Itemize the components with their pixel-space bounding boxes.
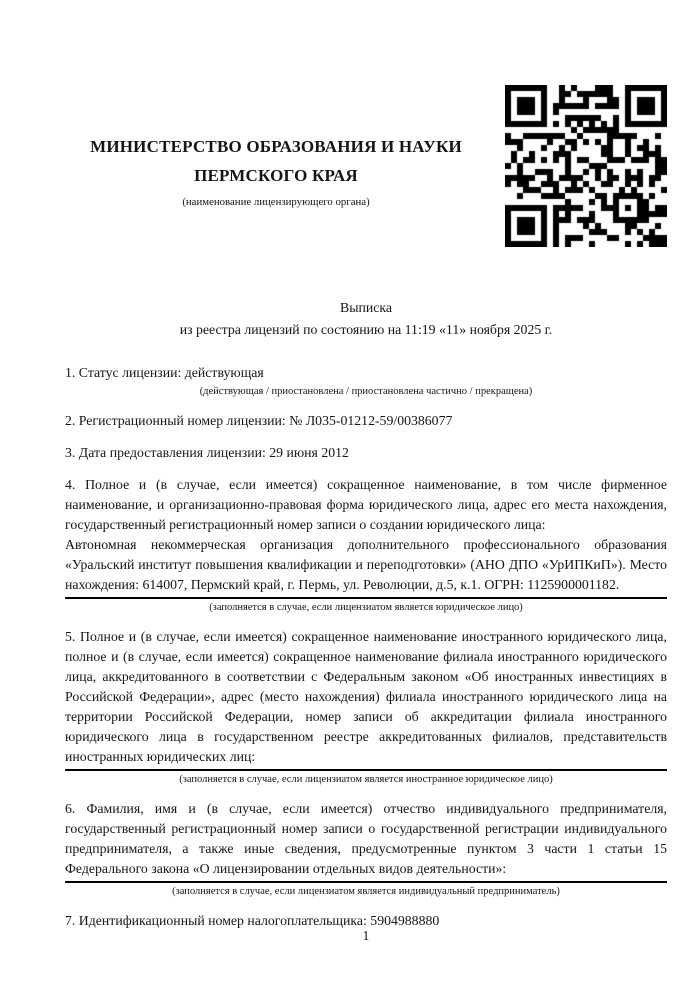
license-date-text: 3. Дата предоставления лицензии: 29 июня 2012 [65,445,349,460]
legal-entity-caption: (заполняется в случае, если лицензиатом является юридическое лицо) [209,602,523,613]
page-number: 1 [362,928,370,943]
entrepreneur-question: 6. Фамилия, имя и (в случае, если имеется) отчество индивидуального предпринимателя, государственный регистрационный номер записи о государственной регистрации индивидуального предпринимателя, а также иные сведения, предусмотренные пунктом 3 части 1 статьи 15 Федерального закона «О лицензировании отдельных видов деятельности»: [65,801,667,876]
legal-entity-question: 4. Полное и (в случае, если имеется) сокращенное наименование, в том числе фирменное наименование, и организационно-правовая форма юридического лица, адрес его места нахождения, государственный регистрационный номер записи о создании юридического лица: [65,477,667,532]
item-individual-entrepreneur [65,799,667,899]
item-legal-entity [65,475,667,615]
license-status-text: 1. Статус лицензии: действующая [65,365,264,380]
taxpayer-number-text: 7. Идентификационный номер налогоплательщика: 5904988880 [65,913,440,928]
item-license-date [65,443,667,463]
qr-code-icon [505,85,667,247]
document-title-line1: Выписка [340,300,392,315]
document-title [65,297,667,340]
legal-entity-rule [65,597,667,599]
entrepreneur-caption: (заполняется в случае, если лицензиатом является индивидуальный предприниматель) [172,886,560,897]
document-body [65,363,667,931]
document-title-line2: из реестра лицензий по состоянию на 11:19 «11» ноября 2025 г. [179,321,553,337]
ministry-caption: (наименование лицензирующего органа) [182,196,370,208]
item-registration-number [65,411,667,431]
entrepreneur-rule [65,881,667,883]
item-license-status [65,363,667,399]
license-status-caption: (действующая / приостановлена / приостановлена частично / прекращена) [199,386,533,397]
item-foreign-entity [65,627,667,787]
registration-number-text: 2. Регистрационный номер лицензии: № Л035-01212-59/00386077 [65,413,453,428]
legal-entity-value: Автономная некоммерческая организация дополнительного профессионального образования «Уральский институт повышения квалификации и переподготовки» (АНО ДПО «УрИПКиП»). Место нахождения: 614007, Пермский край, г. Пермь, ул. Революции, д.5, к.1. ОГРН: 1125900001182. [65,537,667,592]
foreign-entity-rule [65,769,667,771]
ministry-name-line2: ПЕРМСКОГО КРАЯ [194,166,358,185]
foreign-entity-caption: (заполняется в случае, если лицензиатом является иностранное юридическое лицо) [179,774,553,785]
ministry-name-line1: МИНИСТЕРСТВО ОБРАЗОВАНИЯ И НАУКИ [90,137,462,156]
licensing-authority-header [65,132,487,209]
foreign-entity-question: 5. Полное и (в случае, если имеется) сокращенное наименование иностранного юридического лица, полное и (в случае, если имеется) сокращенное наименование филиала иностранного юридического лица, аккредитованного в соответствии с Федеральным законом «Об иностранных инвестициях в Российской Федерации», адрес (место нахождения) филиала иностранного юридического лица на территории Российской Федерации, номер записи об аккредитации филиала иностранного юридического лица в государственном реестре аккредитованных филиалов, представительств иностранных юридических лиц: [65,629,667,764]
